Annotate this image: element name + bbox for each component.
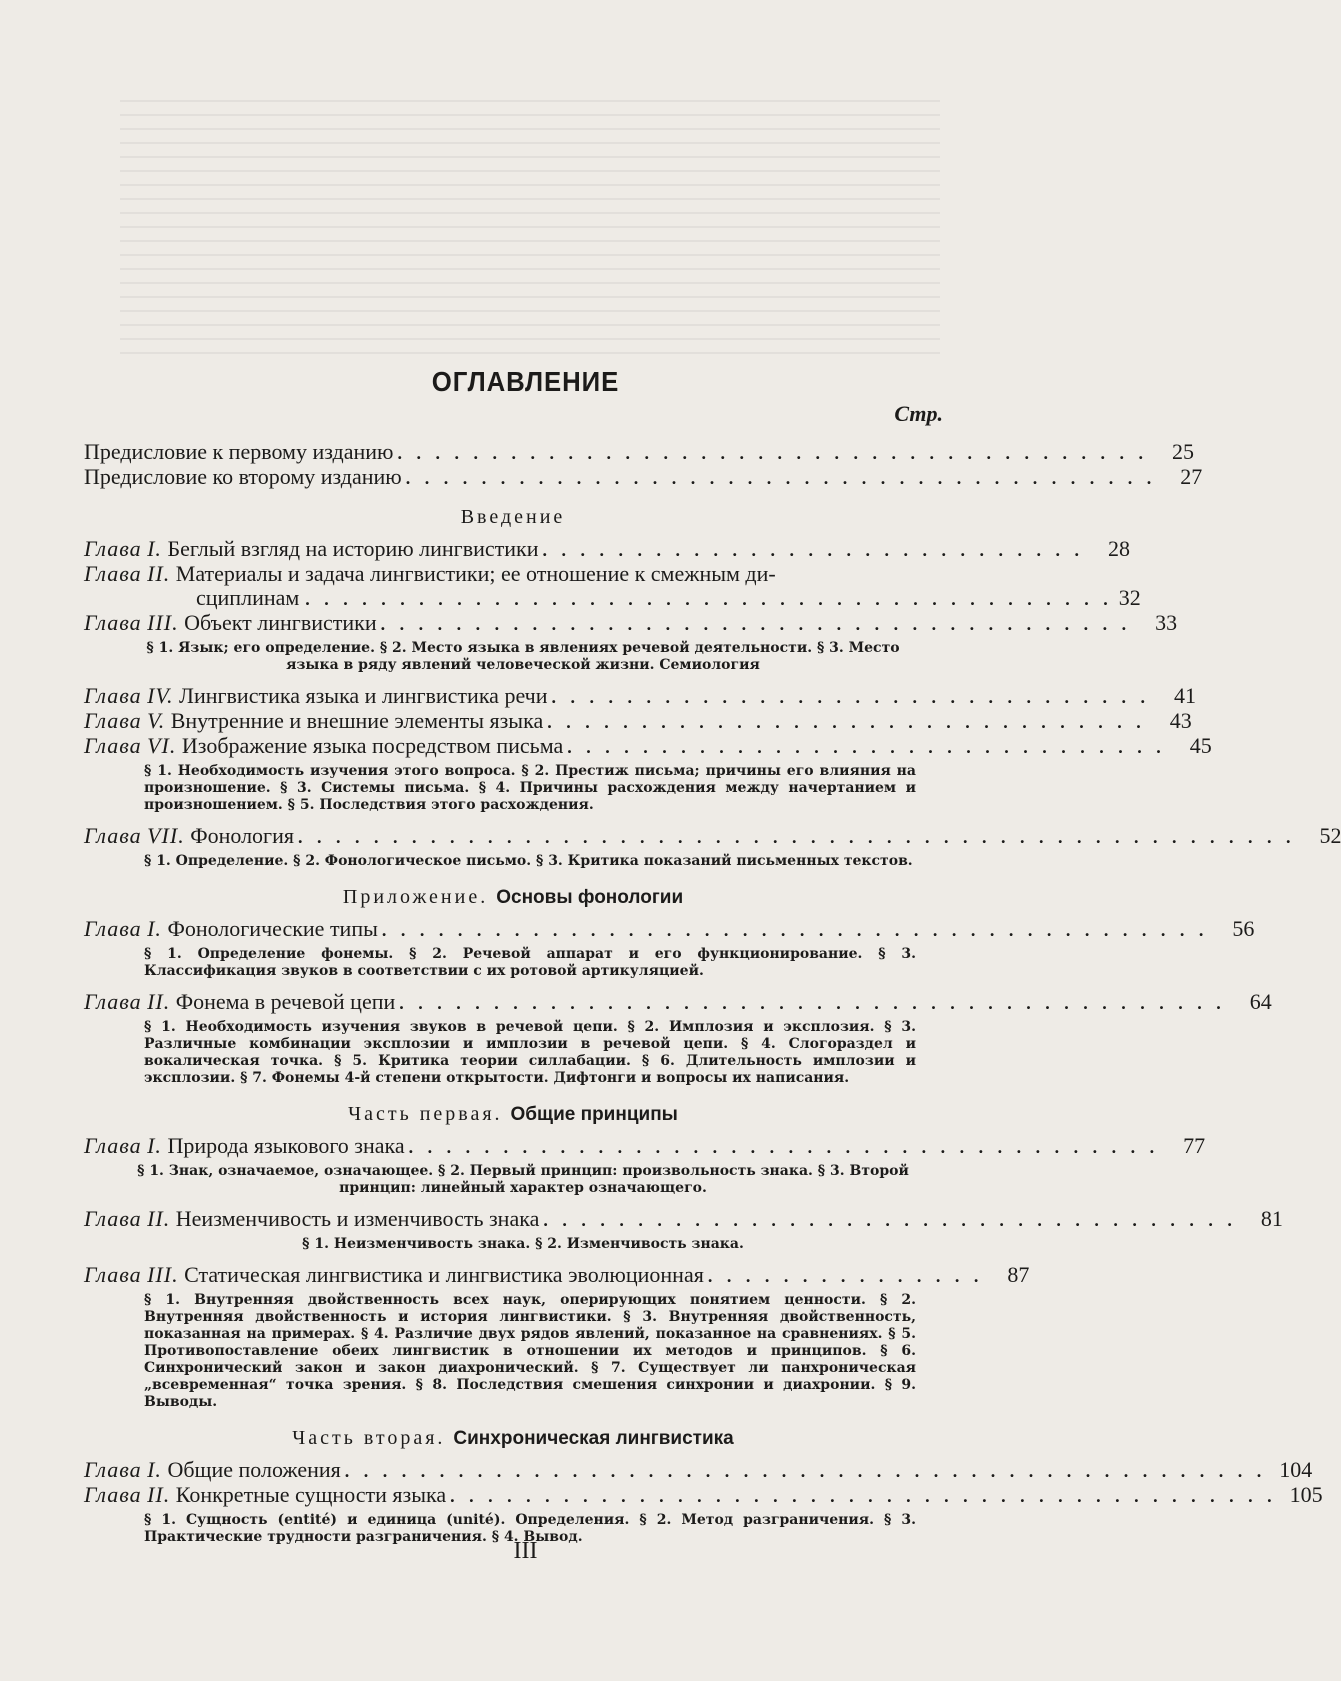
toc-entry-intro-ch6[interactable]: Глава VI. Изображение языка посредством письма . . . . . . . . . . . . . . . . . . . . . . . . . . . . . . . . 45 bbox=[84, 733, 1212, 758]
toc-entry-p1-ch1[interactable]: Глава I. Природа языкового знака . . . . . . . . . . . . . . . . . . . . . . . . . . . . . . . . . . . . . . . . 77 bbox=[84, 1133, 1206, 1158]
dot-leader: . . . . . . . . . . . . . . . . . . . . . . . . . . . . . . . . . . . . . . . . . . . . . . . . . bbox=[344, 1461, 1267, 1481]
section-heading-introduction: Введение bbox=[460, 506, 566, 528]
toc-entry-intro-ch2[interactable]: Глава II. Материалы и задача лингвистики; ее отношение к смежным ди- сциплинам . . . . . . . . . . . . . . . . . . . . . . . . . . . . . . . . . . . . . . . . . . . 32 bbox=[84, 561, 1141, 610]
toc-entry-preface-1[interactable]: Предисловие к первому изданию . . . . . . . . . . . . . . . . . . . . . . . . . . . . . . . . . . . . . . . . 25 bbox=[84, 439, 1194, 464]
page-number: 52 bbox=[1319, 823, 1341, 848]
page-number: 64 bbox=[1249, 989, 1272, 1014]
toc-entry-p2-ch2[interactable]: Глава II. Конкретные сущности языка . . . . . . . . . . . . . . . . . . . . . . . . . . . . . . . . . . . . . . . . . . . . 105 bbox=[84, 1482, 1323, 1507]
section-summary: § 1. Знак, означаемое, означающее. § 2. Первый принцип: произвольность знака. § 3. Второй принцип: линейный характер означающего. bbox=[137, 1163, 909, 1196]
section-summary: § 1. Неизменчивость знака. § 2. Изменчивость знака. bbox=[302, 1236, 744, 1252]
page-number: 105 bbox=[1289, 1482, 1323, 1507]
page-number: 104 bbox=[1279, 1457, 1313, 1482]
toc-entry-intro-ch1[interactable]: Глава I. Беглый взгляд на историю лингвистики . . . . . . . . . . . . . . . . . . . . . . . . . . . . . 28 bbox=[84, 536, 1130, 561]
page-number: 87 bbox=[1007, 1262, 1030, 1287]
page-number: 33 bbox=[1155, 610, 1178, 635]
dot-leader: . . . . . . . . . . . . . . . . . . . . . . . . . . . . . . . . bbox=[551, 687, 1150, 707]
dot-leader: . . . . . . . . . . . . . . . . . . . . . . . . . . . . . . . . . . . . . . . . . . . . bbox=[399, 993, 1226, 1013]
toc-entry-intro-ch5[interactable]: Глава V. Внутренние и внешние элементы языка . . . . . . . . . . . . . . . . . . . . . . . . . . . . . . . . 43 bbox=[84, 708, 1192, 733]
page-number: 27 bbox=[1180, 464, 1203, 489]
section-summary: § 1. Язык; его определение. § 2. Место языка в явлениях речевой деятельности. § 3. Место языка в ряду явлений человеческой жизни. Семиология bbox=[146, 640, 900, 673]
toc-entry-app-ch1[interactable]: Глава I. Фонологические типы . . . . . . . . . . . . . . . . . . . . . . . . . . . . . . . . . . . . . . . . . . . . 56 bbox=[84, 916, 1255, 941]
toc-entry-p2-ch1[interactable]: Глава I. Общие положения . . . . . . . . . . . . . . . . . . . . . . . . . . . . . . . . . . . . . . . . . . . . . . . . . 104 bbox=[84, 1457, 1313, 1482]
page-number: 28 bbox=[1107, 536, 1130, 561]
toc-entry-preface-2[interactable]: Предисловие ко второму изданию . . . . . . . . . . . . . . . . . . . . . . . . . . . . . . . . . . . . . . . . 27 bbox=[84, 464, 1203, 489]
bleed-through-texture bbox=[120, 100, 940, 360]
section-heading-appendix: Приложение. Основы фонологии bbox=[342, 886, 684, 908]
dot-leader: . . . . . . . . . . . . . . . . . . . . . . . . . . . . . . . . . . . . . . . . bbox=[397, 443, 1148, 463]
dot-leader: . . . . . . . . . . . . . . . . . . . . . . . . . . . . . bbox=[542, 540, 1084, 560]
section-summary: § 1. Сущность (entité) и единица (unité). Определения. § 2. Метод разграничения. § 3. Практические трудности разграничения. § 4. Вывод. bbox=[144, 1512, 916, 1545]
page-number: 25 bbox=[1171, 439, 1194, 464]
toc-entry-intro-ch4[interactable]: Глава IV. Лингвистика языка и лингвистика речи . . . . . . . . . . . . . . . . . . . . . . . . . . . . . . . . 41 bbox=[84, 683, 1196, 708]
section-summary: § 1. Внутренняя двойственность всех наук, оперирующих понятием ценности. § 2. Внутренняя двойственность и история лингвистики. § 3. Внутренняя двойственность, показанная на примерах. § 4. Различие двух рядов явлений, показанное на сравнениях. § 5. Противопоставление обеих лингвистик в отношении их методов и принципов. § 6. Синхронический закон и закон диахронический. § 7. Существует ли панхроническая „всевременная“ точка зрения. § 8. Последствия смешения синхронии и диахронии. § 9. Выводы. bbox=[144, 1292, 916, 1410]
section-summary: § 1. Определение фонемы. § 2. Речевой аппарат и его функционирование. § 3. Классификация звуков в соответствии с их ротовой артикуляцией. bbox=[144, 946, 916, 979]
section-summary: § 1. Необходимость изучения звуков в речевой цепи. § 2. Имплозия и эксплозия. § 3. Различные комбинации эксплозии и имплозии в речевой цепи. § 4. Слогораздел и вокалическая точка. § 5. Критика теории силлабации. § 6. Длительность имплозии и эксплозии. § 7. Фонемы 4-й степени открытости. Дифтонги и вопросы их написания. bbox=[144, 1019, 916, 1086]
dot-leader: . . . . . . . . . . . . . . . . . . . . . . . . . . . . . . . . . . . . . . . . bbox=[408, 1137, 1160, 1157]
page-number: 43 bbox=[1169, 708, 1192, 733]
dot-leader: . . . . . . . . . . . . . . . . . . . . . . . . . . . . . . . . . . . . . . . . . . . bbox=[305, 589, 1113, 609]
toc-entry-intro-ch7[interactable]: Глава VII. Фонология . . . . . . . . . . . . . . . . . . . . . . . . . . . . . . . . . . . . . . . . . . . . . . . . . . . . . 52 bbox=[84, 823, 1341, 848]
section-summary: § 1. Определение. § 2. Фонологическое письмо. § 3. Критика показаний письменных текстов. bbox=[144, 853, 913, 869]
section-summary: § 1. Необходимость изучения этого вопроса. § 2. Престиж письма; причины его влияния на произношение. § 3. Системы письма. § 4. Причины расхождения между начертанием и произношением. § 5. Последствия этого расхождения. bbox=[144, 763, 916, 813]
page-number: 45 bbox=[1189, 733, 1212, 758]
dot-leader: . . . . . . . . . . . . . . . . . . . . . . . . . . . . . . . . . . . . . bbox=[543, 1210, 1237, 1230]
page-number: 56 bbox=[1232, 916, 1255, 941]
dot-leader: . . . . . . . . . . . . . . . . . . . . . . . . . . . . . . . . . . . . . . . . bbox=[405, 468, 1157, 488]
toc-entry-intro-ch3[interactable]: Глава III. Объект лингвистики . . . . . . . . . . . . . . . . . . . . . . . . . . . . . . . . . . . . . . . . 33 bbox=[84, 610, 1178, 635]
page-folio: III bbox=[513, 1538, 538, 1564]
dot-leader: . . . . . . . . . . . . . . . . . . . . . . . . . . . . . . . . . . . . . . . . bbox=[380, 614, 1132, 634]
dot-leader: . . . . . . . . . . . . . . . . . . . . . . . . . . . . . . . . . . . . . . . . . . . . bbox=[381, 920, 1209, 940]
dot-leader: . . . . . . . . . . . . . . . . . . . . . . . . . . . . . . . . . . . . . . . . . . . . . . . . . . . . . bbox=[297, 827, 1296, 847]
page-number: 32 bbox=[1118, 585, 1141, 610]
page-title: ОГЛАВЛЕНИЕ bbox=[431, 366, 620, 397]
dot-leader: . . . . . . . . . . . . . . . bbox=[707, 1266, 984, 1286]
toc-entry-p1-ch3[interactable]: Глава III. Статическая лингвистика и лингвистика эволюционная . . . . . . . . . . . . . . . 87 bbox=[84, 1262, 1030, 1287]
page-number: 77 bbox=[1183, 1133, 1206, 1158]
dot-leader: . . . . . . . . . . . . . . . . . . . . . . . . . . . . . . . . bbox=[547, 712, 1146, 732]
toc-entries bbox=[84, 439, 1341, 1556]
page-column-label: Стр. bbox=[894, 401, 943, 426]
page-number: 81 bbox=[1260, 1206, 1283, 1231]
page-number: 41 bbox=[1174, 683, 1196, 708]
toc-entry-p1-ch2[interactable]: Глава II. Неизменчивость и изменчивость знака . . . . . . . . . . . . . . . . . . . . . . . . . . . . . . . . . . . . . 81 bbox=[84, 1206, 1283, 1231]
dot-leader: . . . . . . . . . . . . . . . . . . . . . . . . . . . . . . . . bbox=[567, 737, 1166, 757]
section-heading-part-one: Часть первая. Общие принципы bbox=[348, 1103, 678, 1125]
toc-entry-app-ch2[interactable]: Глава II. Фонема в речевой цепи . . . . . . . . . . . . . . . . . . . . . . . . . . . . . . . . . . . . . . . . . . . . 64 bbox=[84, 989, 1272, 1014]
section-heading-part-two: Часть вторая. Синхроническая лингвистика bbox=[292, 1427, 734, 1449]
dot-leader: . . . . . . . . . . . . . . . . . . . . . . . . . . . . . . . . . . . . . . . . . . . . bbox=[450, 1486, 1277, 1506]
